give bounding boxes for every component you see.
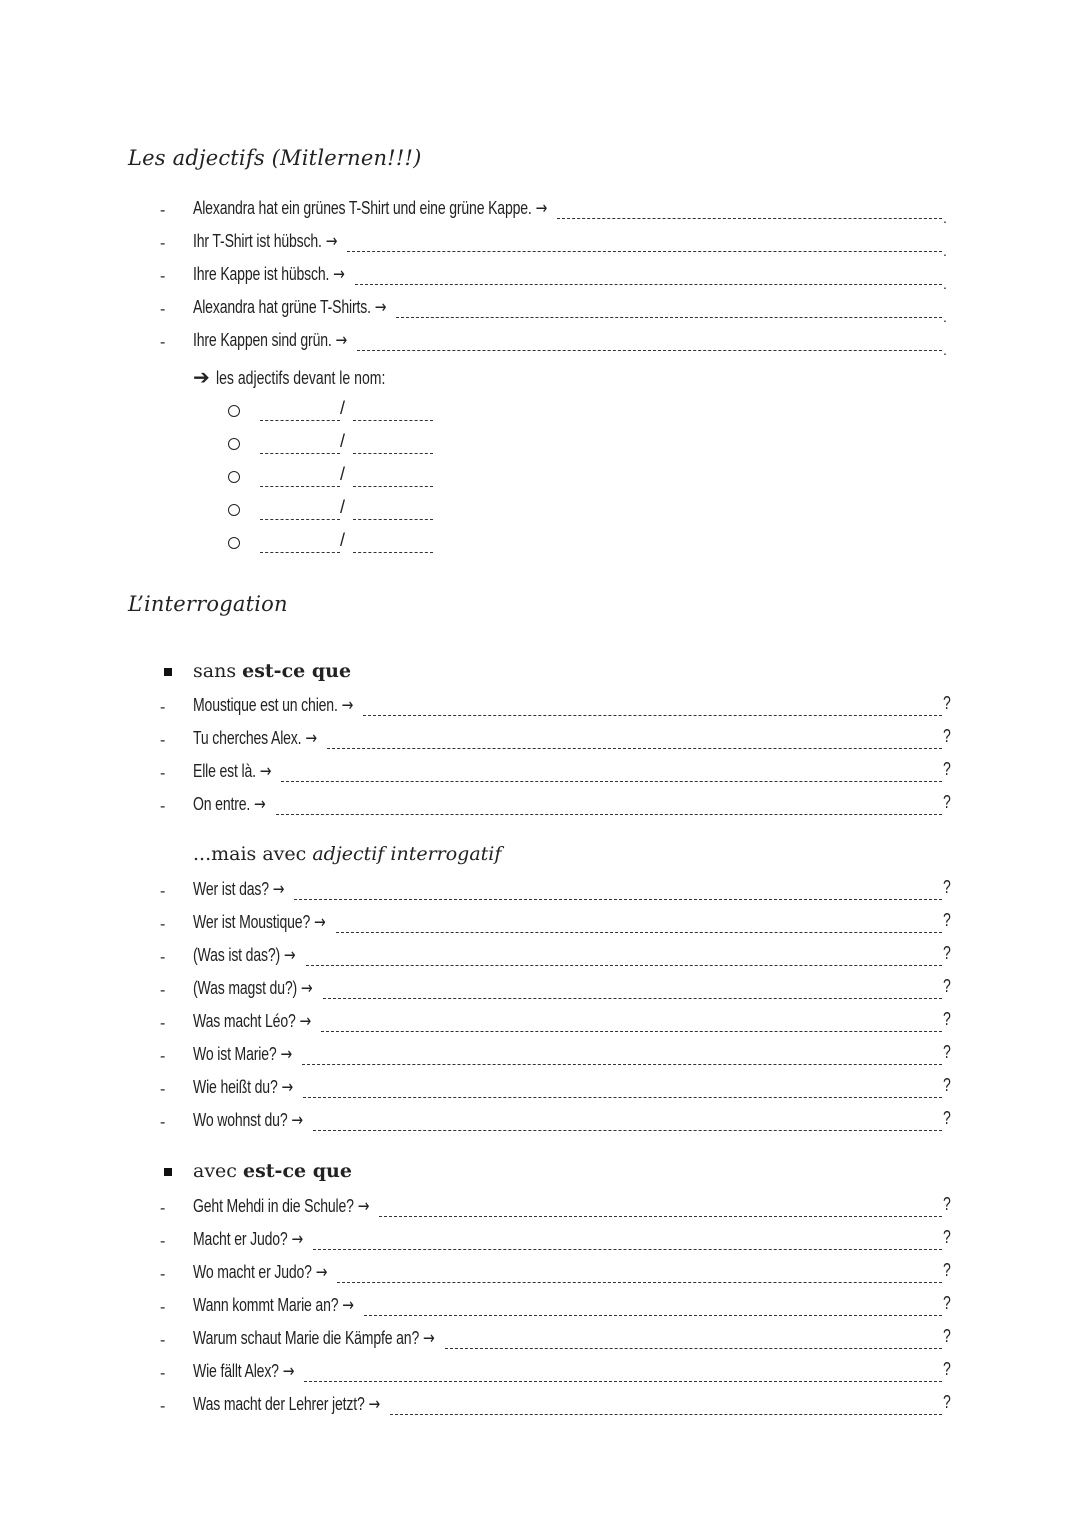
exercise-prompt [193,794,266,815]
exercise-prompt [193,1295,354,1316]
exercise-row [0,695,1080,725]
exercise-prompt-text: Wer ist Moustique? [193,912,311,932]
arrow-icon: → [315,1262,328,1283]
exercise-prompt-text: (Was ist das?) [193,945,281,965]
exercise-prompt-text: Alexandra hat grüne T-Shirts. [193,297,371,317]
period-mark: . [943,276,947,292]
question-mark: ? [943,1260,951,1280]
arrow-icon: → [291,1229,304,1250]
exercise-prompt-text: Elle est là. [193,761,256,781]
list-dash: - [160,1365,166,1382]
exercise-prompt [193,1044,292,1065]
exercise-row [0,1328,1080,1358]
answer-blank[interactable] [313,1249,942,1250]
square-bullet-icon [164,1168,172,1176]
question-mark: ? [943,910,951,930]
answer-blank[interactable] [327,748,942,749]
exercise-prompt [193,945,296,966]
answer-blank[interactable] [355,284,942,285]
list-dash: - [160,1081,166,1098]
answer-blank-feminine[interactable] [353,486,433,487]
answer-blank[interactable] [321,1031,942,1032]
arrow-icon: → [342,1295,354,1316]
answer-blank-masculine[interactable] [260,453,340,454]
exercise-row [0,978,1080,1008]
exercise-row [0,879,1080,909]
answer-blank[interactable] [390,1414,942,1415]
exercise-row [0,1196,1080,1226]
circle-bullet-icon [228,537,240,549]
list-dash: - [160,268,166,285]
bold-arrow-icon: ➔ [193,365,210,389]
period-mark: . [943,309,947,325]
answer-blank[interactable] [364,1315,942,1316]
list-dash: - [160,765,166,782]
arrow-icon: → [280,1044,293,1065]
answer-blank-masculine[interactable] [260,486,340,487]
circle-bullet-icon [228,438,240,450]
exercise-prompt [193,761,271,782]
arrow-icon: → [300,978,313,999]
question-mark: ? [943,1392,951,1412]
exercise-prompt-text: Macht er Judo? [193,1229,288,1249]
answer-blank-feminine[interactable] [353,420,433,421]
answer-blank[interactable] [294,899,942,900]
list-dash: - [160,699,166,716]
list-dash: - [160,1266,166,1283]
list-dash: - [160,202,166,219]
subsection-avec-title: avec est-ce que [193,1160,352,1182]
exercise-prompt [193,1196,369,1217]
exercise-row [0,1394,1080,1424]
slash-separator: / [340,530,346,550]
exercise-prompt-text: Was macht der Lehrer jetzt? [193,1394,365,1414]
exercise-prompt [193,1110,303,1131]
question-mark: ? [943,759,951,779]
list-dash: - [160,334,166,351]
question-mark: ? [943,1009,951,1029]
arrow-icon: → [299,1011,312,1032]
exercise-row [0,945,1080,975]
question-mark: ? [943,1194,951,1214]
answer-blank-feminine[interactable] [353,519,433,520]
exercise-prompt [193,330,347,351]
circle-bullet-icon [228,504,240,516]
list-dash: - [160,1233,166,1250]
slash-separator: / [340,398,346,418]
arrow-icon: → [282,1361,295,1382]
section-title-interrogation: L’interrogation [128,592,288,616]
exercise-row [0,1229,1080,1259]
exercise-row [0,1077,1080,1107]
exercise-prompt [193,1011,311,1032]
arrow-icon: → [291,1110,304,1131]
exercise-row [0,912,1080,942]
answer-blank[interactable] [336,932,942,933]
list-dash: - [160,1048,166,1065]
answer-blank[interactable] [363,715,942,716]
answer-blank[interactable] [557,218,942,219]
question-mark: ? [943,877,951,897]
section-title-adjectifs: Les adjectifs (Mitlernen!!!) [128,146,422,170]
exercise-prompt-text: Tu cherches Alex. [193,728,302,748]
exercise-prompt-text: Wann kommt Marie an? [193,1295,339,1315]
exercise-row [0,1011,1080,1041]
exercise-prompt-text: Was macht Léo? [193,1011,296,1031]
period-mark: . [943,210,947,226]
question-mark: ? [943,1326,951,1346]
exercise-row [0,1044,1080,1074]
answer-blank[interactable] [323,998,942,999]
exercise-prompt-text: Moustique est un chien. [193,695,338,715]
period-mark: . [943,243,947,259]
arrow-icon: → [333,264,345,285]
answer-blank[interactable] [306,965,942,966]
exercise-prompt [193,297,386,318]
exercise-row [0,198,1080,228]
arrow-icon: → [341,695,354,716]
exercise-prompt-text: Wo wohnst du? [193,1110,288,1130]
slash-separator: / [340,464,346,484]
list-dash: - [160,883,166,900]
answer-blank-masculine[interactable] [260,552,340,553]
square-bullet-icon [164,668,172,676]
exercise-row [0,297,1080,327]
exercise-prompt [193,231,337,252]
arrow-icon: → [281,1077,294,1098]
question-mark: ? [943,726,951,746]
question-mark: ? [943,1075,951,1095]
exercise-prompt-text: Alexandra hat ein grünes T-Shirt und eine grüne Kappe. [193,198,532,218]
arrow-icon: → [535,198,548,219]
exercise-row [0,761,1080,791]
exercise-row [0,330,1080,360]
arrow-icon: → [254,794,266,815]
arrow-icon: → [283,945,296,966]
question-mark: ? [943,792,951,812]
exercise-prompt-text: Wo ist Marie? [193,1044,277,1064]
exercise-row [0,264,1080,294]
exercise-row [0,728,1080,758]
arrow-icon: → [325,231,338,252]
exercise-prompt-text: Wer ist das? [193,879,269,899]
exercise-prompt-text: Warum schaut Marie die Kämpfe an? [193,1328,420,1348]
exercise-row [0,1110,1080,1140]
arrow-icon: → [259,761,272,782]
exercise-row [0,794,1080,824]
list-dash: - [160,732,166,749]
answer-blank[interactable] [337,1282,942,1283]
slash-separator: / [340,431,346,451]
exercise-prompt-text: (Was magst du?) [193,978,298,998]
list-dash: - [160,798,166,815]
answer-blank[interactable] [304,1381,942,1382]
exercise-prompt [193,728,317,749]
slash-separator: / [340,497,346,517]
exercise-prompt [193,695,353,716]
exercise-prompt [193,1328,435,1349]
exercise-prompt [193,1077,293,1098]
question-mark: ? [943,1293,951,1313]
list-dash: - [160,1332,166,1349]
list-dash: - [160,982,166,999]
list-dash: - [160,1200,166,1217]
arrow-icon: → [335,330,348,351]
exercise-prompt-text: Wie heißt du? [193,1077,278,1097]
question-mark: ? [943,1042,951,1062]
list-dash: - [160,1114,166,1131]
exercise-prompt [193,978,313,999]
question-mark: ? [943,943,951,963]
arrow-icon: → [368,1394,381,1415]
arrow-icon: → [305,728,317,749]
arrow-icon: → [314,912,326,933]
exercise-prompt [193,879,284,900]
answer-blank[interactable] [302,1064,942,1065]
answer-blank[interactable] [357,350,942,351]
list-dash: - [160,1015,166,1032]
answer-blank[interactable] [347,251,942,252]
exercise-prompt-text: Wie fällt Alex? [193,1361,279,1381]
adjectifs-rule-text: les adjectifs devant le nom: [215,368,386,388]
exercise-prompt [193,1262,327,1283]
exercise-prompt-text: Ihr T-Shirt ist hübsch. [193,231,322,251]
arrow-icon: → [374,297,387,318]
question-mark: ? [943,1227,951,1247]
list-dash: - [160,1299,166,1316]
list-dash: - [160,235,166,252]
subsection-mais-title: ...mais avec adjectif interrogatif [193,843,502,865]
exercise-row [0,1295,1080,1325]
exercise-prompt-text: On entre. [193,794,251,814]
answer-blank[interactable] [281,781,942,782]
answer-blank[interactable] [276,814,942,815]
list-dash: - [160,949,166,966]
answer-blank[interactable] [303,1097,942,1098]
exercise-prompt-text: Ihre Kappe ist hübsch. [193,264,330,284]
circle-bullet-icon [228,471,240,483]
answer-blank[interactable] [379,1216,942,1217]
exercise-prompt [193,1361,294,1382]
exercise-prompt-text: Ihre Kappen sind grün. [193,330,332,350]
answer-blank-masculine[interactable] [260,519,340,520]
list-dash: - [160,1398,166,1415]
exercise-row [0,1262,1080,1292]
arrow-icon: → [423,1328,435,1349]
answer-blank[interactable] [313,1130,942,1131]
period-mark: . [943,342,947,358]
answer-blank[interactable] [396,317,942,318]
adjectifs-rule [193,365,433,389]
list-dash: - [160,301,166,318]
subsection-sans [0,660,1080,690]
answer-blank[interactable] [445,1348,942,1349]
exercise-prompt-text: Geht Mehdi in die Schule? [193,1196,354,1216]
question-mark: ? [943,1359,951,1379]
arrow-icon: → [272,879,285,900]
exercise-prompt [193,1229,303,1250]
answer-blank-masculine[interactable] [260,420,340,421]
list-dash: - [160,916,166,933]
arrow-icon: → [357,1196,370,1217]
exercise-prompt [193,1394,380,1415]
exercise-prompt [193,912,326,933]
question-mark: ? [943,693,951,713]
exercise-row [0,1361,1080,1391]
question-mark: ? [943,1108,951,1128]
answer-blank-feminine[interactable] [353,453,433,454]
subsection-avec [0,1160,1080,1190]
answer-blank-feminine[interactable] [353,552,433,553]
exercise-prompt [193,264,345,285]
exercise-prompt-text: Wo macht er Judo? [193,1262,312,1282]
exercise-row [0,231,1080,261]
question-mark: ? [943,976,951,996]
circle-bullet-icon [228,405,240,417]
subsection-sans-title: sans est-ce que [193,660,352,682]
exercise-prompt [193,198,547,219]
